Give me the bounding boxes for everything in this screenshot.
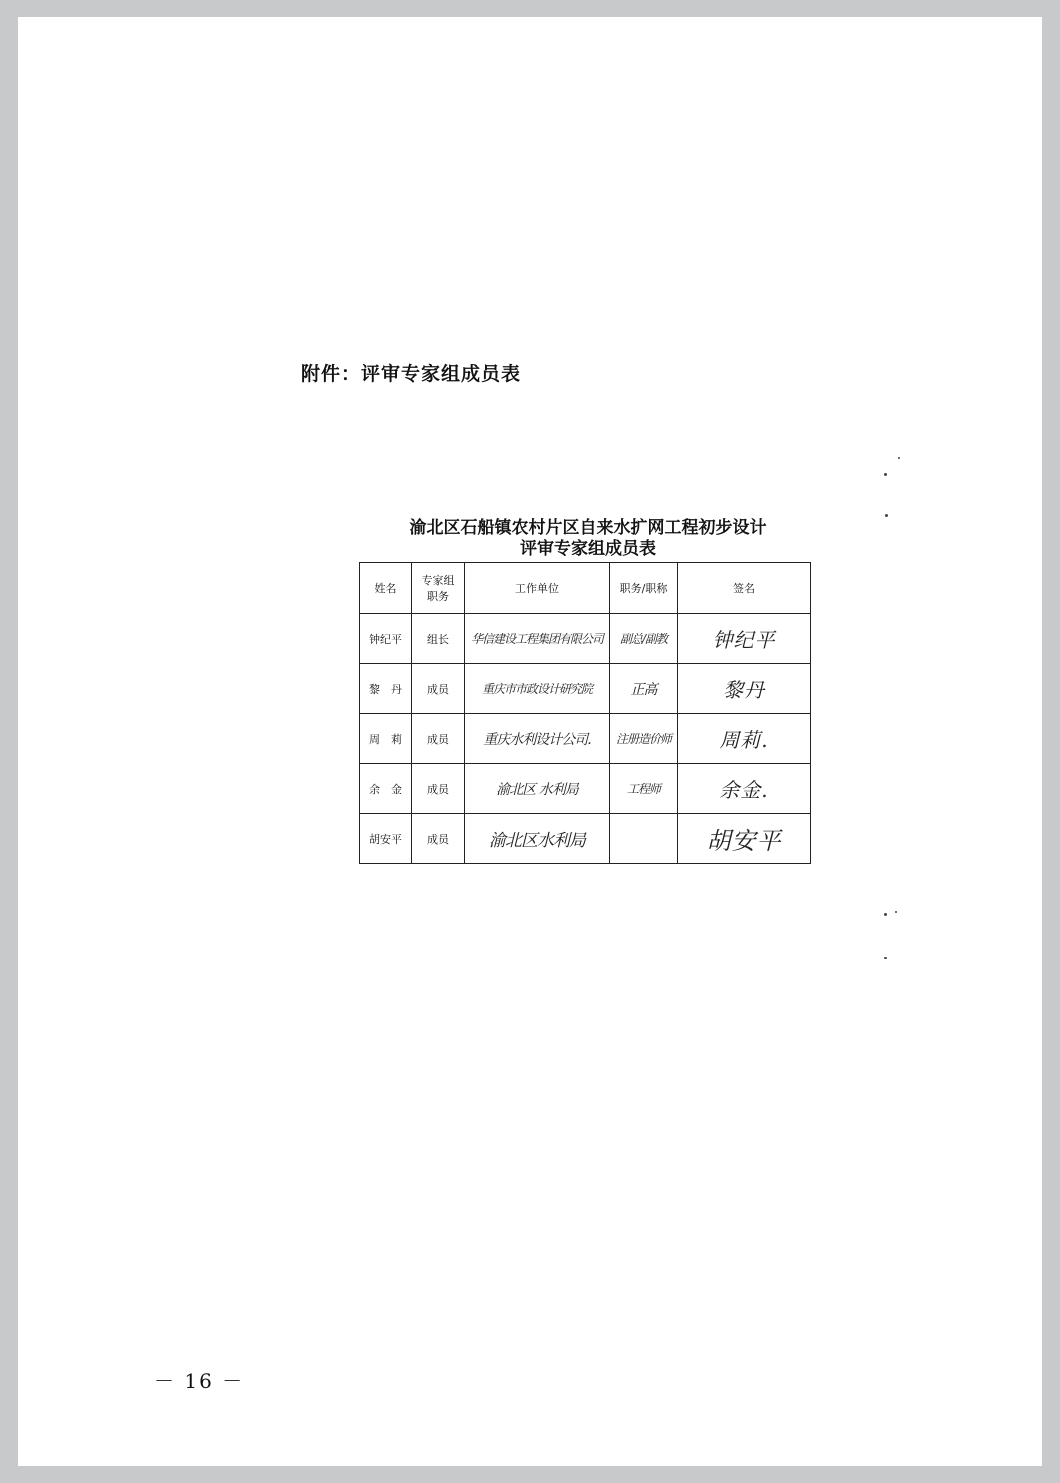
signature: 周莉. <box>719 728 769 752</box>
handwritten-unit: 华信建设工程集团有限公司 <box>470 632 603 646</box>
cell-role: 成员 <box>412 764 465 814</box>
cell-unit <box>465 614 610 664</box>
handwritten-unit: 渝北区水利局 <box>489 831 585 851</box>
table-row <box>360 814 811 864</box>
signature: 胡安平 <box>706 827 782 855</box>
cell-title <box>610 664 678 714</box>
table-row <box>360 664 811 714</box>
handwritten-unit: 重庆市市政设计研究院 <box>481 682 592 696</box>
cell-title <box>610 614 678 664</box>
cell-name: 黎 丹 <box>360 664 412 714</box>
handwritten-title: 工程师 <box>626 782 660 796</box>
scan-speck <box>898 457 900 459</box>
cell-name: 钟纪平 <box>360 614 412 664</box>
header-role <box>412 563 465 614</box>
signature: 黎丹 <box>723 678 765 702</box>
cell-unit <box>465 664 610 714</box>
scan-speck <box>885 514 888 517</box>
cell-unit <box>465 714 610 764</box>
document-page <box>18 17 1042 1466</box>
table-row <box>360 764 811 814</box>
scan-speck <box>884 473 887 476</box>
cell-sign <box>678 714 811 764</box>
cell-sign <box>678 614 811 664</box>
cell-name: 胡安平 <box>360 814 412 864</box>
scan-speck <box>884 913 887 916</box>
cell-name: 周 莉 <box>360 714 412 764</box>
cell-role: 成员 <box>412 714 465 764</box>
table-row <box>360 714 811 764</box>
table-title-line1: 渝北区石船镇农村片区自来水扩网工程初步设计 <box>409 518 767 538</box>
cell-title <box>610 764 678 814</box>
cell-unit <box>465 764 610 814</box>
signature: 钟纪平 <box>712 628 776 652</box>
table-title <box>358 518 818 560</box>
header-role-line1: 专家组 <box>421 574 455 587</box>
table-title-line2: 评审专家组成员表 <box>520 539 656 559</box>
cell-role: 成员 <box>412 664 465 714</box>
scan-speck <box>884 957 887 959</box>
attachment-title: 附件：评审专家组成员表 <box>301 363 522 385</box>
table-header-row <box>360 563 811 614</box>
handwritten-title: 正高 <box>630 681 657 698</box>
header-role-line2: 职务 <box>427 590 449 603</box>
header-unit: 工作单位 <box>465 563 610 614</box>
handwritten-unit: 渝北区 水利局 <box>496 781 578 798</box>
header-sign: 签名 <box>678 563 811 614</box>
header-name: 姓名 <box>360 563 412 614</box>
cell-role: 成员 <box>412 814 465 864</box>
cell-sign <box>678 814 811 864</box>
cell-title <box>610 814 678 864</box>
signature: 余金. <box>719 778 769 802</box>
handwritten-title: 注册造价师 <box>615 732 671 746</box>
cell-unit <box>465 814 610 864</box>
page-number: － 16 － <box>154 1369 245 1393</box>
header-title: 职务/职称 <box>610 563 678 614</box>
handwritten-title: 副总/副教 <box>619 632 668 646</box>
cell-sign <box>678 764 811 814</box>
cell-sign <box>678 664 811 714</box>
cell-title <box>610 714 678 764</box>
cell-name: 余 金 <box>360 764 412 814</box>
scan-speck <box>895 911 897 913</box>
cell-role: 组长 <box>412 614 465 664</box>
table-row <box>360 614 811 664</box>
expert-table <box>359 562 811 864</box>
handwritten-unit: 重庆水利设计公司. <box>483 731 591 748</box>
